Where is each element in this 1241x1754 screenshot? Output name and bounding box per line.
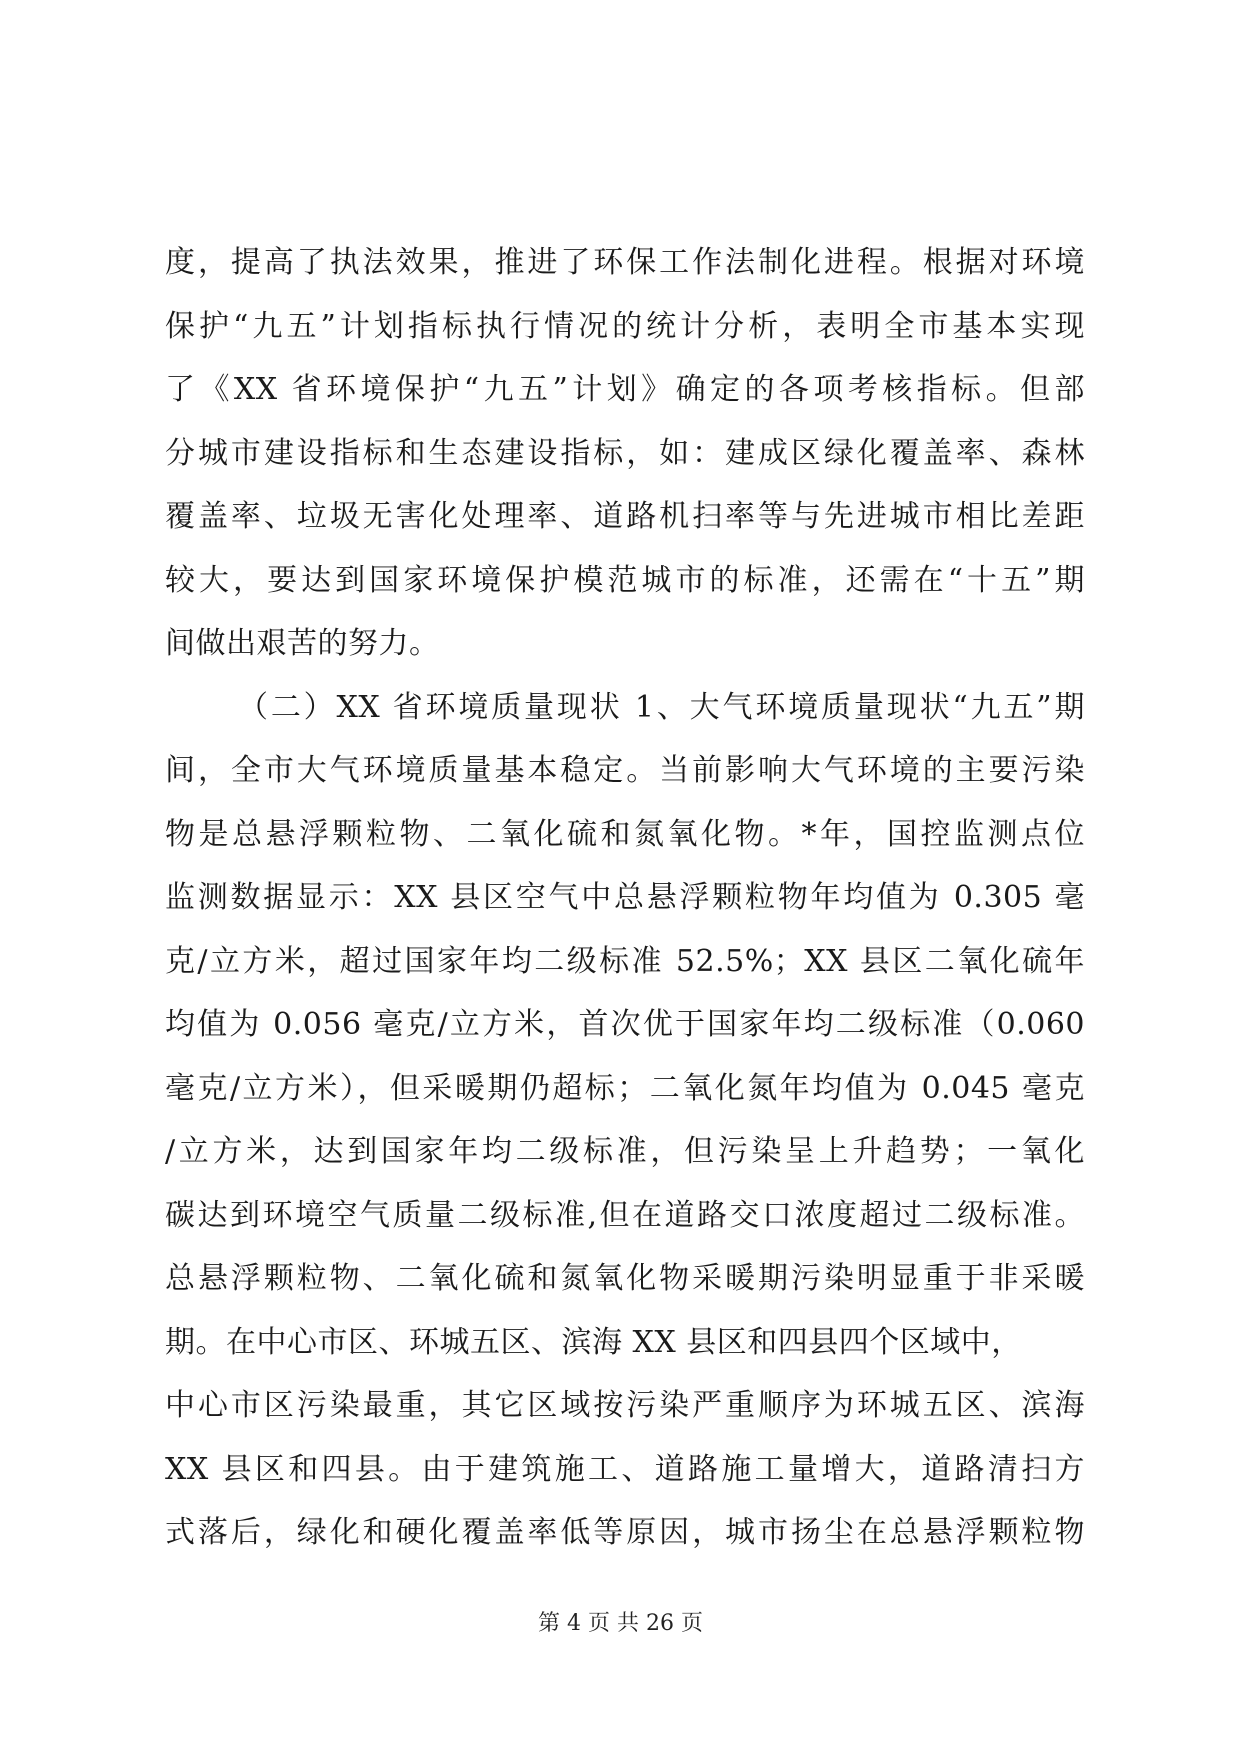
- text-line: 了《XX 省环境保护“九五”计划》确定的各项考核指标。但部: [165, 372, 1085, 407]
- text-line: 碳达到环境空气质量二级标准,但在道路交口浓度超过二级标准。: [165, 1197, 1085, 1233]
- text-line: 保护“九五”计划指标执行情况的统计分析，表明全市基本实现: [165, 308, 1085, 344]
- text-line: 均值为 0.056 毫克/立方米，首次优于国家年均二级标准（0.060: [165, 1007, 1085, 1042]
- text-line: 间，全市大气环境质量基本稳定。当前影响大气环境的主要污染: [165, 753, 1085, 788]
- text-line: 毫克/立方米），但采暖期仍超标；二氧化氮年均值为 0.045 毫克: [165, 1070, 1085, 1106]
- document-body: [165, 231, 1085, 1565]
- text-line: 中心市区污染最重，其它区域按污染严重顺序为环城五区、滨海: [165, 1388, 1085, 1423]
- text-line: 分城市建设指标和生态建设指标，如：建成区绿化覆盖率、森林: [165, 435, 1085, 471]
- text-line: 度，提高了执法效果，推进了环保工作法制化进程。根据对环境: [165, 245, 1085, 280]
- text-line: /立方米，达到国家年均二级标准，但污染呈上升趋势；一氧化: [165, 1134, 1085, 1169]
- text-line: 式落后，绿化和硬化覆盖率低等原因，城市扬尘在总悬浮颗粒物: [165, 1515, 1085, 1550]
- text-line: XX 县区和四县。由于建筑施工、道路施工量增大，道路清扫方: [165, 1451, 1085, 1487]
- text-line: 期。在中心市区、环城五区、滨海 XX 县区和四县四个区域中，: [165, 1324, 1022, 1360]
- text-line: 总悬浮颗粒物、二氧化硫和氮氧化物采暖期污染明显重于非采暖: [165, 1261, 1085, 1296]
- text-line: 覆盖率、垃圾无害化处理率、道路机扫率等与先进城市相比差距: [165, 499, 1085, 534]
- text-line: （二）XX 省环境质量现状 1、大气环境质量现状“九五”期: [238, 689, 1085, 725]
- text-line: 较大，要达到国家环境保护模范城市的标准，还需在“十五”期: [165, 562, 1085, 598]
- text-line: 间做出艰苦的努力。: [165, 626, 440, 661]
- text-line: 物是总悬浮颗粒物、二氧化硫和氮氧化物。*年，国控监测点位: [165, 816, 1085, 852]
- text-line: 克/立方米，超过国家年均二级标准 52.5%；XX 县区二氧化硫年: [165, 943, 1085, 979]
- paragraph-1: [165, 231, 1085, 676]
- page-number-footer: 第 4 页 共 26 页: [538, 1611, 703, 1636]
- paragraph-2: [165, 676, 1085, 1565]
- text-line: 监测数据显示：XX 县区空气中总悬浮颗粒物年均值为 0.305 毫: [165, 880, 1085, 915]
